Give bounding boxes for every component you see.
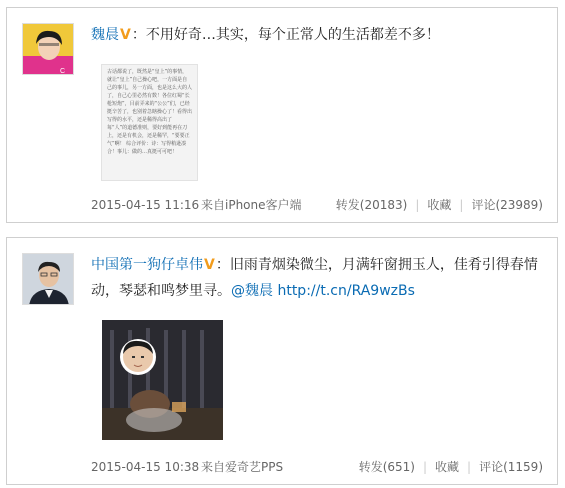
favorite-button[interactable]: 收藏 (427, 198, 452, 212)
weibo-post-card (6, 7, 558, 223)
username-link[interactable]: 魏晨 (91, 27, 119, 43)
verified-icon: V (120, 27, 131, 43)
timestamp[interactable]: 2015-04-15 10:38 (91, 460, 200, 474)
user-avatar-image (23, 24, 74, 75)
weibo-post-card (6, 237, 558, 485)
post-text (91, 252, 545, 304)
username-link[interactable]: 中国第一狗仔卓伟 (91, 257, 203, 273)
post-footer (91, 196, 551, 214)
post-text (91, 22, 545, 48)
user-avatar-image (23, 254, 74, 305)
comment-button[interactable]: 评论(23989) (471, 198, 543, 212)
verified-icon: V (204, 257, 215, 273)
post-image[interactable] (102, 320, 223, 440)
separator: | (459, 198, 464, 212)
paparazzi-photo (102, 320, 223, 440)
post-content: ：不用好奇…其实，每个正常人的生活都差不多！ (131, 27, 440, 43)
repost-button[interactable]: 转发(651) (358, 460, 415, 474)
mention-link[interactable]: @魏晨 (231, 283, 273, 299)
svg-text:C: C (60, 68, 66, 75)
post-footer (91, 458, 551, 476)
timestamp[interactable]: 2015-04-15 11:16 (91, 198, 200, 212)
source-client[interactable]: 来自iPhone客户端 (201, 198, 302, 212)
post-content: ：旧雨青烟染微尘，月满轩窗拥玉人，佳肴引得春情动，琴瑟和鸣梦里寻。 (91, 257, 538, 299)
repost-button[interactable]: 转发(20183) (335, 198, 408, 212)
post-image[interactable] (101, 64, 198, 181)
separator: | (467, 460, 472, 474)
post-image-text: 古话都说了，既然是“皇上”的事情，就让“皇上”自己操心吧，一方面是自己的事儿，另一方面，也是这么大的人了，自己心里必然有数！各位红蜀“长枪短炮”，目前弄来的“公公”们，已经挺辛苦了，也别着急瞎操心了！看得出写得的水平，还是稀得高出了每“人”的道德准则，要好到能再在刀上，还是有机会，还是稀罕，“要要正气”啊！ 综合评价：诗：写得稍逊凑合！事儿：做的…真挺可可吧！ (107, 69, 193, 155)
source-client[interactable]: 来自爱奇艺PPS (201, 460, 284, 474)
separator: | (415, 198, 420, 212)
separator: | (422, 460, 428, 474)
post-actions (328, 196, 551, 214)
short-url-link[interactable]: http://t.cn/RA9wzBs (277, 283, 415, 299)
avatar[interactable] (22, 23, 74, 75)
favorite-button[interactable]: 收藏 (435, 460, 460, 474)
comment-button[interactable]: 评论(1159) (479, 460, 543, 474)
post-actions (351, 458, 551, 476)
avatar[interactable] (22, 253, 74, 305)
